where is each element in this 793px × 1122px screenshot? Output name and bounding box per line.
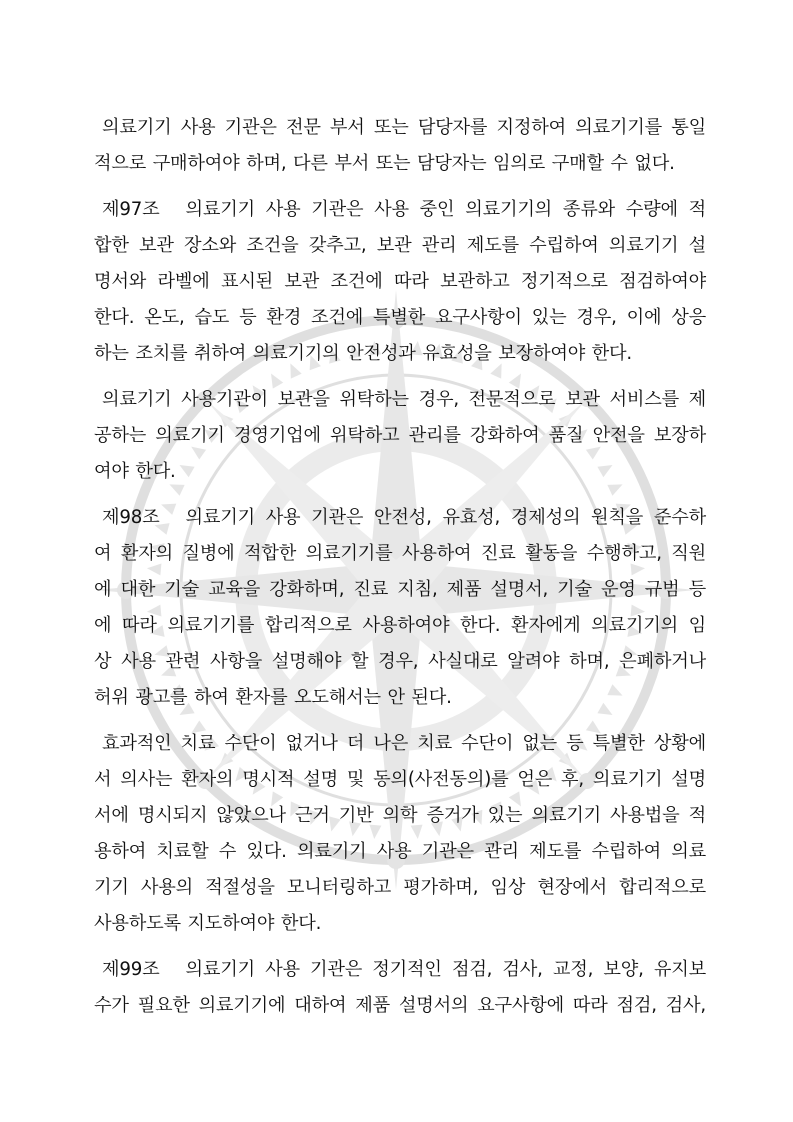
text-line: 상 사용 관련 사항을 설명해야 할 경우, 사실대로 알려야 하며, 은폐하거나 [94,651,706,672]
text-line [94,955,706,991]
text-line [94,195,706,231]
text-line: 기기 사용의 적절성을 모니터링하고 평가하며, 임상 현장에서 합리적으로 [94,877,706,898]
text-line: 서 의사는 환자의 명시적 설명 및 동의(사전동의)를 얻은 후, 의료기기 설명 [94,769,706,790]
article-text: 의료기기 사용 기관은 정기적인 점검, 검사, 교정, 보양, 유지보 [185,959,706,980]
text-line: 수가 필요한 의료기기에 대하여 제품 설명서의 요구사항에 따라 점검, 검사, [94,995,706,1016]
text-line: 에 따라 의료기기를 합리적으로 사용하여야 한다. 환자에게 의료기기의 임 [94,615,706,636]
article-number: 제97조 [102,199,160,220]
text-line: 하는 조치를 취하여 의료기기의 안전성과 유효성을 보장하여야 한다. [94,343,632,364]
paragraph-storage-outsourcing [94,385,706,493]
paragraph-article-98 [94,503,706,719]
text-line [94,503,706,539]
text-line: 의료기기 사용기관이 보관을 위탁하는 경우, 전문적으로 보관 서비스를 제 [102,389,706,410]
text-line: 허위 광고를 하여 환자를 오도해서는 안 된다. [94,687,452,708]
text-line: 사용하도록 지도하여야 한다. [94,913,322,934]
paragraph-purchase [94,113,706,185]
text-line: 명서와 라벨에 표시된 보관 조건에 따라 보관하고 정기적으로 점검하여야 [94,271,706,292]
text-line: 여야 한다. [94,461,176,482]
text-line: 효과적인 치료 수단이 없거나 더 나은 치료 수단이 없는 등 특별한 상황에 [102,733,706,754]
document-body [94,113,706,1037]
paragraph-article-99 [94,955,706,1027]
text-line: 합한 보관 장소와 조건을 갖추고, 보관 관리 제도를 수립하여 의료기기 설 [94,235,706,256]
article-text: 의료기기 사용 기관은 안전성, 유효성, 경제성의 원칙을 준수하 [185,507,706,528]
article-text: 의료기기 사용 기관은 사용 중인 의료기기의 종류와 수량에 적 [185,199,706,220]
paragraph-off-label-use [94,729,706,945]
text-line: 여 환자의 질병에 적합한 의료기기를 사용하여 진료 활동을 수행하고, 직원 [94,543,706,564]
article-number: 제99조 [102,959,160,980]
article-number: 제98조 [102,507,160,528]
text-line: 의료기기 사용 기관은 전문 부서 또는 담당자를 지정하여 의료기기를 통일 [102,117,706,138]
text-line: 적으로 구매하여야 하며, 다른 부서 또는 담당자는 임의로 구매할 수 없다. [94,153,675,174]
text-line: 공하는 의료기기 경영기업에 위탁하고 관리를 강화하여 품질 안전을 보장하 [94,425,706,446]
text-line: 에 대한 기술 교육을 강화하며, 진료 지침, 제품 설명서, 기술 운영 규범 등 [94,579,706,600]
text-line: 한다. 온도, 습도 등 환경 조건에 특별한 요구사항이 있는 경우, 이에 상응 [94,307,706,328]
text-line: 용하여 치료할 수 있다. 의료기기 사용 기관은 관리 제도를 수립하여 의료 [94,841,706,862]
text-line: 서에 명시되지 않았으나 근거 기반 의학 증거가 있는 의료기기 사용법을 적 [94,805,706,826]
paragraph-article-97 [94,195,706,375]
